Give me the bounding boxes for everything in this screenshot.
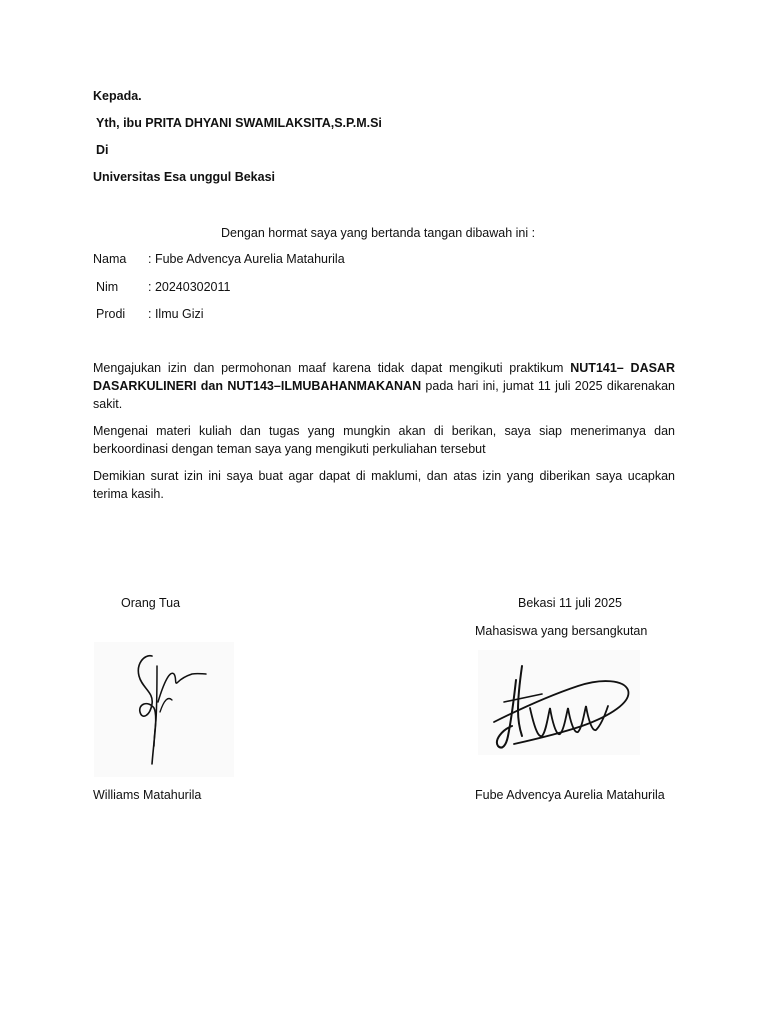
course-code-1: NUT141– DASAR DASARKULINERI [93, 361, 675, 393]
identity-value-nim: : 20240302011 [148, 280, 231, 294]
body-paragraph-3: Demikian surat izin ini saya buat agar dapat di maklumi, dan atas izin yang diberikan saya ucapkan terima kasih. [93, 469, 675, 501]
student-title: Mahasiswa yang bersangkutan [475, 624, 648, 638]
identity-value-prodi: : Ilmu Gizi [148, 307, 204, 321]
student-name: Fube Advencya Aurelia Matahurila [475, 788, 665, 802]
p1-text-start: Mengajukan izin dan permohonan maaf karena tidak dapat mengikuti praktikum [93, 361, 571, 375]
identity-label-prodi: Prodi [96, 307, 126, 321]
student-signature-image [478, 650, 640, 755]
place-date: Bekasi 11 juli 2025 [518, 596, 623, 610]
identity-label-nim: Nim [96, 280, 119, 294]
identity-value-name: : Fube Advencya Aurelia Matahurila [148, 252, 345, 266]
parent-signature-icon [94, 642, 234, 777]
greeting-line: Dengan hormat saya yang bertanda tangan dibawah ini : [221, 226, 536, 240]
student-signature-icon [478, 650, 640, 755]
addressee-institution: Universitas Esa unggul Bekasi [93, 170, 276, 184]
body-paragraph-1 [93, 359, 675, 413]
parent-signature-image [94, 642, 234, 777]
addressee-to: Kepada. [93, 89, 142, 103]
identity-label-name: Nama [93, 252, 127, 266]
addressee-recipient: Yth, ibu PRITA DHYANI SWAMILAKSITA,S.P.M.Si [96, 116, 382, 130]
parent-title: Orang Tua [121, 596, 181, 610]
course-code-2: NUT143–ILMUBAHANMAKANAN [227, 379, 422, 393]
p1-text-mid: dan [196, 379, 228, 393]
parent-name: Williams Matahurila [93, 788, 202, 802]
body-paragraph-2: Mengenai materi kuliah dan tugas yang mungkin akan di berikan, saya siap menerimanya dan berkoordinasi dengan teman saya yang mengikuti perkuliahan tersebut [93, 424, 675, 456]
p1-text-end: pada hari ini, jumat 11 juli 2025 dikarenakan sakit. [93, 379, 675, 411]
addressee-at: Di [96, 143, 109, 157]
